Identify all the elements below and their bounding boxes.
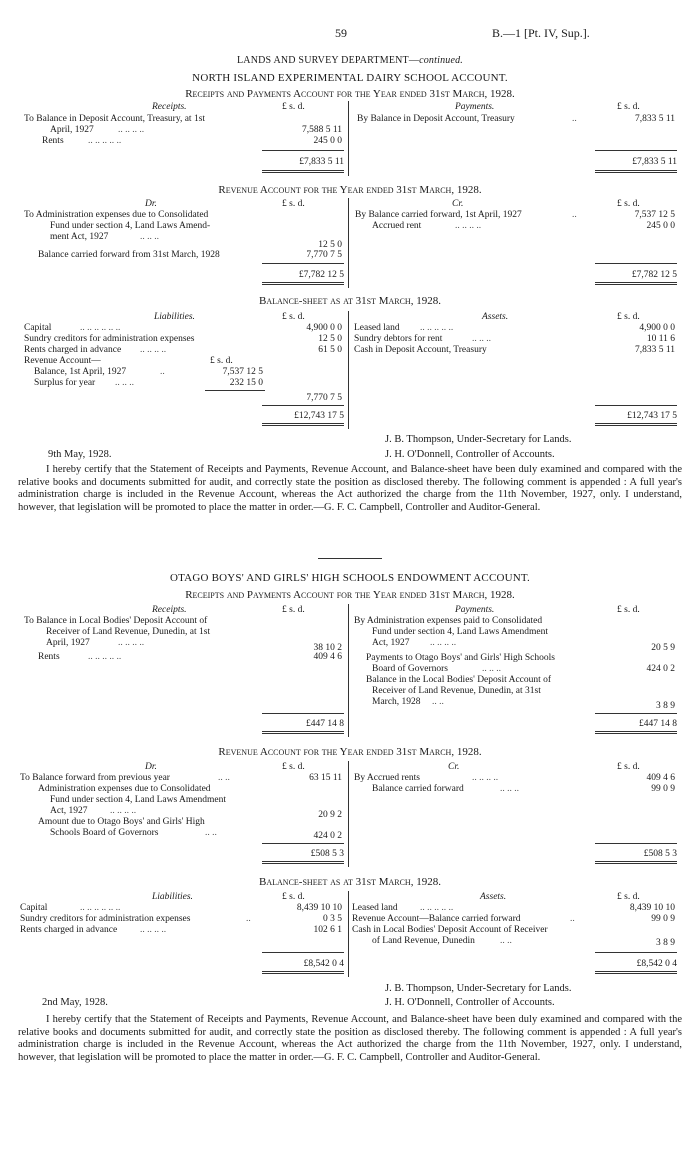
a1-rp-right-rule (595, 150, 677, 151)
a1-bs-l2: Sundry creditors for administration expenses (24, 334, 195, 344)
a1-bs-l5: Balance, 1st April, 1927 (34, 367, 127, 377)
a1-bs-r3-value: 7,833 5 11 (634, 345, 675, 355)
a1-rp-r1: By Balance in Deposit Account, Treasury (357, 114, 515, 124)
a2-bs-r1-leader: .. .. .. .. .. (420, 903, 454, 913)
a2-rp-r2: Fund under section 4, Land Laws Amendment (372, 627, 548, 637)
a2-rev-l4-value: 20 9 2 (318, 810, 342, 820)
a2-bs-r1: Leased land (352, 903, 398, 913)
a1-bs-r2-value: 10 11 6 (646, 334, 675, 344)
a2-bs-l3-leader: .. .. .. .. (140, 925, 167, 935)
a2-rp-l4-value: 409 4 6 (313, 652, 342, 662)
a2-rev-l4: Act, 1927 (50, 806, 88, 816)
a1-rp-left-total: £7,833 5 11 (299, 157, 344, 167)
a2-rev-l6: Schools Board of Governors (50, 828, 159, 838)
a2-rev-r2-value: 99 0 9 (651, 784, 675, 794)
a2-bs-right-rule (595, 952, 677, 953)
a1-rp-left-lsd: £ s. d. (282, 102, 305, 112)
a2-rev-l4-leader: .. .. .. .. (110, 806, 137, 816)
a2-rp-r6: Balance in the Local Bodies' Deposit Account of (366, 675, 552, 685)
a1-rev-r2-leader: .. .. .. .. (455, 221, 482, 231)
a1-bs-r1-leader: .. .. .. .. .. (420, 323, 454, 333)
page-number: 59 (335, 26, 347, 40)
a1-signature-2: J. H. O'Donnell, Controller of Accounts. (385, 449, 555, 460)
a1-bs-l6: Surplus for year (34, 378, 96, 388)
a2-rev-right-double-rule (595, 861, 677, 864)
department-name: LANDS AND SURVEY DEPARTMENT— (236, 55, 420, 66)
a1-bs-right-heading: Assets. (482, 312, 509, 322)
a2-bs-r2-leader: .. (570, 914, 575, 924)
a2-bs-right-total: £8,542 0 4 (636, 959, 677, 969)
a1-receipts-payments-title: Receipts and Payments Account for the Year ended 31st March, 1928. (185, 88, 515, 100)
a1-bs-l4: Revenue Account— (24, 356, 101, 366)
a2-bs-r2: Revenue Account—Balance carried forward (352, 914, 521, 924)
a1-rp-right-heading: Payments. (455, 102, 495, 112)
a1-rev-l3-leader: .. .. .. (140, 232, 159, 242)
a1-bs-right-lsd: £ s. d. (617, 312, 640, 322)
a2-rp-left-double-rule (262, 731, 344, 734)
a2-rp-divider (348, 604, 349, 737)
a1-rp-l2-leader: .. .. .. .. (118, 125, 145, 135)
account-2-title: OTAGO BOYS' AND GIRLS' HIGH SCHOOLS ENDOWMENT ACCOUNT. (170, 572, 530, 584)
a1-bs-right-double-rule (595, 423, 677, 426)
a2-bs-left-heading: Liabilities. (152, 892, 193, 902)
a1-rev-r2: Accrued rent (372, 221, 422, 231)
a2-rp-l2: Receiver of Land Revenue, Dunedin, at 1st (46, 627, 211, 637)
a1-date: 9th May, 1928. (48, 449, 112, 460)
section-separator (318, 558, 382, 559)
a1-rev-right-total: £7,782 12 5 (631, 270, 677, 280)
a1-rev-right-rule (595, 263, 677, 264)
a2-bs-r1-value: 8,439 10 10 (629, 903, 675, 913)
a2-rev-l6-leader: .. .. (205, 828, 217, 838)
a1-bs-l1: Capital (24, 323, 52, 333)
a1-bs-left-double-rule (262, 423, 344, 426)
a1-bs-sub-lsd: £ s. d. (210, 356, 233, 366)
a2-revenue-title: Revenue Account for the Year ended 31st March, 1928. (218, 746, 482, 758)
a1-balance-sheet-title: Balance-sheet as at 31st March, 1928. (259, 295, 441, 307)
a1-rev-left-total: £7,782 12 5 (298, 270, 344, 280)
a2-rp-right-heading: Payments. (455, 605, 495, 615)
a1-bs-left-lsd: £ s. d. (282, 312, 305, 322)
a2-bs-divider (348, 891, 349, 977)
a1-revenue-title: Revenue Account for the Year ended 31st March, 1928. (218, 184, 482, 196)
a2-audit-certificate (18, 1014, 682, 1064)
department-title (0, 55, 700, 66)
a1-rev-left-lsd: £ s. d. (282, 199, 305, 209)
a1-rev-right-double-rule (595, 282, 677, 285)
a2-rev-right-rule (595, 843, 677, 844)
a2-rp-right-lsd: £ s. d. (617, 605, 640, 615)
a1-rp-right-lsd: £ s. d. (617, 102, 640, 112)
a1-rev-l3-value: 12 5 0 (318, 240, 342, 250)
a1-bs-l6-sub: 232 15 0 (229, 378, 263, 388)
a2-rev-l1: To Balance forward from previous year (20, 773, 170, 783)
a2-bs-r4: of Land Revenue, Dunedin (372, 936, 475, 946)
a1-bs-l3-value: 61 5 0 (318, 345, 342, 355)
a1-bs-l3: Rents charged in advance (24, 345, 122, 355)
a1-bs-l3-leader: .. .. .. .. (140, 345, 167, 355)
a1-bs-left-rule (262, 405, 344, 406)
a1-rp-divider (348, 101, 349, 176)
a2-rp-l4: Rents (38, 652, 60, 662)
a2-rp-l1: To Balance in Local Bodies' Deposit Account of (24, 616, 208, 626)
a2-rev-r2: Balance carried forward (372, 784, 464, 794)
a2-bs-r3: Cash in Local Bodies' Deposit Account of Receiver (352, 925, 548, 935)
a2-bs-left-rule (262, 952, 344, 953)
a2-rev-left-heading: Dr. (145, 762, 157, 772)
a2-rp-right-double-rule (595, 731, 677, 734)
a2-rp-left-rule (262, 713, 344, 714)
a2-rp-left-lsd: £ s. d. (282, 605, 305, 615)
a1-rp-right-double-rule (595, 170, 677, 173)
a1-rp-l2-value: 7,588 5 11 (301, 125, 342, 135)
a1-rev-l2: Fund under section 4, Land Laws Amend- (50, 221, 211, 231)
a2-bs-l3: Rents charged in advance (20, 925, 118, 935)
a2-rp-r5-value: 424 0 2 (646, 664, 675, 674)
a2-bs-right-double-rule (595, 971, 677, 974)
a1-rev-r1-leader: .. (572, 210, 577, 220)
a2-rp-r3-leader: .. .. .. .. (430, 638, 457, 648)
a1-rev-left-double-rule (262, 282, 344, 285)
a2-date: 2nd May, 1928. (42, 997, 108, 1008)
a2-rp-right-total: £447 14 8 (639, 719, 677, 729)
a1-rev-divider (348, 198, 349, 288)
a1-bs-r3: Cash in Deposit Account, Treasury (354, 345, 487, 355)
a1-rp-right-total: £7,833 5 11 (632, 157, 677, 167)
a2-rev-left-lsd: £ s. d. (282, 762, 305, 772)
a2-signature-2: J. H. O'Donnell, Controller of Accounts. (385, 997, 555, 1008)
a2-rev-left-double-rule (262, 861, 344, 864)
a2-rev-left-total: £508 5 3 (310, 849, 344, 859)
a2-rev-divider (348, 761, 349, 867)
a1-bs-l1-value: 4,900 0 0 (306, 323, 342, 333)
a2-receipts-payments-title: Receipts and Payments Account for the Year ended 31st March, 1928. (185, 589, 515, 601)
a1-bs-l1-leader: .. .. .. .. .. .. (80, 323, 121, 333)
a1-rev-r2-value: 245 0 0 (646, 221, 675, 231)
a2-rp-r8: March, 1928 (372, 697, 421, 707)
a1-bs-l5-sub: 7,537 12 5 (222, 367, 263, 377)
a1-bs-divider (348, 311, 349, 429)
a1-audit-certificate (18, 464, 682, 514)
a1-bs-l5-leader: .. (160, 367, 165, 377)
a1-rev-l4: Balance carried forward from 31st March, 1928 (38, 250, 220, 260)
a1-bs-sub-rule (205, 390, 265, 391)
document-reference: B.—1 [Pt. IV, Sup.]. (492, 26, 590, 40)
a1-bs-left-total: £12,743 17 5 (294, 411, 344, 421)
a2-bs-left-lsd: £ s. d. (282, 892, 305, 902)
a2-bs-l3-value: 102 6 1 (313, 925, 342, 935)
a2-rev-r1-leader: .. .. .. .. (472, 773, 499, 783)
a1-bs-l7-value: 7,770 7 5 (306, 393, 342, 403)
a1-signature-1: J. B. Thompson, Under-Secretary for Lands. (385, 434, 572, 445)
a1-bs-left-heading: Liabilities. (154, 312, 195, 322)
a2-rp-l3-leader: .. .. .. .. (118, 638, 145, 648)
a1-rp-l3-leader: .. .. .. .. .. (88, 136, 122, 146)
a2-rev-l1-leader: .. .. (218, 773, 230, 783)
a1-rp-l2: April, 1927 (50, 125, 94, 135)
a2-bs-l1-value: 8,439 10 10 (296, 903, 342, 913)
a2-bs-right-lsd: £ s. d. (617, 892, 640, 902)
a1-rp-r1-leader: .. (572, 114, 577, 124)
a1-bs-right-rule (595, 405, 677, 406)
a2-bs-l1: Capital (20, 903, 48, 913)
a2-balance-sheet-title: Balance-sheet as at 31st March, 1928. (259, 876, 441, 888)
a1-rp-r1-value: 7,833 5 11 (634, 114, 675, 124)
a2-bs-right-heading: Assets. (480, 892, 507, 902)
a1-certificate-text: I hereby certify that the Statement of Receipts and Payments, Revenue Account, and Balance-sheet have been duly examined and compared with the relative books and documents submitted for audit, and correctly state the position as disclosed thereby. The following comment is appended : A full year's administration charge is included in the Revenue Account, whereas the Act authorized the charge from the 11th November, 1927, only. I understand, however, that legislation will be promoted to place the matter in order.—G. F. C. Campbell, Controller and Auditor-General. (18, 464, 682, 513)
a1-rp-l1: To Balance in Deposit Account, Treasury, at 1st (24, 114, 206, 124)
department-continued: continued. (419, 55, 464, 66)
a1-bs-right-total: £12,743 17 5 (627, 411, 677, 421)
a1-bs-r1: Leased land (354, 323, 400, 333)
a1-rp-left-rule (262, 150, 344, 151)
a1-rev-l3: ment Act, 1927 (50, 232, 109, 242)
a2-bs-r2-value: 99 0 9 (651, 914, 675, 924)
a2-bs-left-total: £8,542 0 4 (303, 959, 344, 969)
a2-rev-left-rule (262, 843, 344, 844)
a1-rev-right-lsd: £ s. d. (617, 199, 640, 209)
a1-rev-left-heading: Dr. (145, 199, 157, 209)
a2-rp-left-total: £447 14 8 (306, 719, 344, 729)
a2-signature-1: J. B. Thompson, Under-Secretary for Lands. (385, 983, 572, 994)
a2-rev-right-heading: Cr. (448, 762, 460, 772)
a1-rev-right-heading: Cr. (452, 199, 464, 209)
a2-rp-r4: Payments to Otago Boys' and Girls' High Schools (366, 653, 555, 663)
a2-bs-r4-value: 3 8 9 (656, 938, 675, 948)
a2-bs-l1-leader: .. .. .. .. .. .. (80, 903, 121, 913)
a2-rev-l6-value: 424 0 2 (313, 831, 342, 841)
a2-rev-l1-value: 63 15 11 (309, 773, 342, 783)
a1-rev-l4-value: 7,770 7 5 (306, 250, 342, 260)
a2-rp-r3-value: 20 5 9 (651, 643, 675, 653)
a1-rev-left-rule (262, 263, 344, 264)
a2-rev-r1-value: 409 4 6 (646, 773, 675, 783)
a1-rp-l3: Rents (42, 136, 64, 146)
a1-bs-l2-value: 12 5 0 (318, 334, 342, 344)
account-1-title: NORTH ISLAND EXPERIMENTAL DAIRY SCHOOL ACCOUNT. (192, 72, 508, 84)
a1-bs-r2: Sundry debtors for rent (354, 334, 443, 344)
a1-rp-left-double-rule (262, 170, 344, 173)
a2-rp-r8-leader: .. .. (432, 697, 444, 707)
a2-rp-r5-leader: .. .. .. (482, 664, 501, 674)
a1-rp-l3-value: 245 0 0 (313, 136, 342, 146)
a1-bs-r1-value: 4,900 0 0 (639, 323, 675, 333)
a1-bs-l6-leader: .. .. .. (115, 378, 134, 388)
a2-rev-right-lsd: £ s. d. (617, 762, 640, 772)
a2-rp-l3-value: 38 10 2 (313, 643, 342, 653)
a2-certificate-text: I hereby certify that the Statement of Receipts and Payments, Revenue Account, and Balance-sheet have been duly examined and compared with the relative books and documents submitted for audit, and correctly state the position as disclosed thereby. The following comment is appended : A full year's administration charge is included in the Revenue Account, whereas the Act authorized the charge from the 11th November, 1927, only. I understand, however, that legislation will be promoted to place the matter in order.—G. F. C. Campbell, Controller and Auditor-General. (18, 1014, 682, 1063)
a2-bs-l2-leader: .. (246, 914, 251, 924)
a2-rp-l4-leader: .. .. .. .. .. (88, 652, 122, 662)
a2-bs-r4-leader: .. .. (500, 936, 512, 946)
a2-rp-r8-value: 3 8 9 (656, 701, 675, 711)
a2-bs-l2-value: 0 3 5 (323, 914, 342, 924)
a2-rev-right-total: £508 5 3 (643, 849, 677, 859)
a1-rev-l1: To Administration expenses due to Consolidated (24, 210, 209, 220)
a2-rp-r5: Board of Governors (372, 664, 448, 674)
a1-bs-r2-leader: .. .. .. (472, 334, 491, 344)
a2-rp-r7: Receiver of Land Revenue, Dunedin, at 31st (372, 686, 541, 696)
a2-rev-l2: Administration expenses due to Consolidated (38, 784, 211, 794)
a2-rp-right-rule (595, 713, 677, 714)
a1-rev-r1: By Balance carried forward, 1st April, 1927 (355, 210, 522, 220)
a2-rev-r2-leader: .. .. .. (500, 784, 519, 794)
a2-rev-l3: Fund under section 4, Land Laws Amendment (50, 795, 226, 805)
a1-rp-left-heading: Receipts. (152, 102, 187, 112)
a2-rp-r3: Act, 1927 (372, 638, 410, 648)
a2-rp-l3: April, 1927 (46, 638, 90, 648)
a2-rp-left-heading: Receipts. (152, 605, 187, 615)
a2-rp-r1: By Administration expenses paid to Consolidated (354, 616, 543, 626)
a2-rev-l5: Amount due to Otago Boys' and Girls' High (38, 817, 205, 827)
a2-bs-left-double-rule (262, 971, 344, 974)
a2-bs-l2: Sundry creditors for administration expenses (20, 914, 191, 924)
a2-rev-r1: By Accrued rents (354, 773, 420, 783)
a1-rev-r1-value: 7,537 12 5 (634, 210, 675, 220)
